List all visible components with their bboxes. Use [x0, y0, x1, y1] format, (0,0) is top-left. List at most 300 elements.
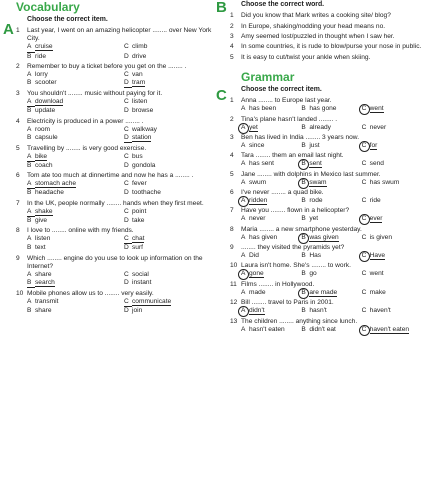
question-text: Bill ........ travel to Paris in 2001.	[241, 299, 334, 307]
option-text: stomach ache	[35, 180, 77, 188]
option-letter: A	[241, 197, 249, 205]
answer-option[interactable]	[124, 126, 221, 134]
option-letter: A	[27, 98, 35, 107]
answer-option[interactable]	[27, 43, 124, 52]
option-letter: B	[27, 133, 32, 141]
section-b-letter: B	[216, 0, 227, 16]
question	[16, 200, 221, 225]
question-number: 6	[230, 188, 234, 196]
option-text: chat	[132, 235, 145, 243]
option-text: sent	[309, 160, 322, 168]
answer-option[interactable]	[27, 153, 124, 162]
answer-option[interactable]	[27, 307, 124, 315]
question	[230, 299, 422, 315]
answer-option[interactable]	[301, 179, 361, 187]
question	[230, 244, 422, 260]
option-letter: A	[241, 325, 246, 333]
question-body	[27, 200, 221, 225]
answer-options	[241, 270, 422, 278]
question	[16, 118, 221, 143]
answer-option[interactable]	[362, 124, 422, 132]
question	[230, 189, 422, 205]
answer-option[interactable]	[241, 179, 301, 187]
answer-option[interactable]	[27, 107, 124, 115]
option-text: has given	[249, 233, 278, 241]
option-letter: C	[124, 153, 129, 161]
question-text: Tom ate too much at dinnertime and now he has a ........ .	[27, 172, 194, 180]
option-letter: A	[241, 252, 246, 260]
answer-option[interactable]	[301, 289, 361, 297]
answer-option[interactable]	[301, 234, 361, 242]
answer-option[interactable]	[241, 270, 301, 278]
answer-option[interactable]	[124, 271, 221, 279]
question	[230, 207, 422, 223]
option-text: ridden	[249, 197, 268, 205]
answer-option[interactable]	[27, 126, 124, 134]
answer-option[interactable]	[301, 270, 361, 278]
option-letter: C	[361, 160, 367, 168]
option-text: ever	[369, 215, 383, 223]
option-text: swam	[309, 178, 327, 186]
option-letter: C	[124, 125, 129, 133]
option-letter: A	[27, 270, 32, 278]
question	[16, 27, 221, 60]
answer-option[interactable]	[241, 160, 301, 168]
question	[16, 90, 221, 115]
answer-options	[27, 126, 221, 143]
option-text: shake	[35, 207, 53, 215]
option-text: hasn't eaten	[249, 325, 285, 333]
option-letter: A	[241, 124, 249, 132]
answer-option[interactable]	[27, 162, 124, 170]
question	[16, 290, 221, 315]
option-text: headache	[35, 189, 64, 197]
question-text: The children ........ anything since lunch.	[241, 317, 358, 325]
question-number: 8	[16, 227, 20, 235]
answer-option[interactable]	[27, 244, 124, 252]
question	[230, 152, 422, 168]
answer-option[interactable]	[241, 289, 301, 297]
option-text: didn't eat	[309, 325, 336, 333]
option-text: haven't	[369, 307, 391, 315]
option-text: yet	[249, 123, 258, 131]
question	[230, 97, 422, 113]
question-text: Anna ........ to Europe last year.	[241, 97, 332, 105]
option-text: lorry	[35, 70, 48, 78]
answer-option[interactable]	[124, 43, 221, 52]
question-body	[241, 171, 422, 187]
option-letter: B	[27, 52, 32, 60]
option-text: haven't eaten	[369, 325, 410, 333]
answer-option[interactable]	[301, 307, 361, 315]
question-text: Have you ........ flown in a helicopter?	[241, 207, 350, 215]
option-text: Did	[249, 252, 259, 260]
question	[16, 227, 221, 252]
option-letter: B	[301, 123, 306, 131]
answer-option[interactable]	[124, 244, 221, 252]
question	[16, 172, 221, 197]
option-text: browse	[132, 107, 154, 115]
question-text: I love to ........ online with my friends.	[27, 227, 134, 235]
option-text: bike	[35, 153, 48, 161]
option-text: ride	[35, 52, 46, 60]
answer-option[interactable]	[362, 142, 422, 150]
item-number: 5	[230, 53, 234, 61]
answer-option[interactable]	[241, 307, 301, 315]
option-text: coach	[35, 162, 53, 170]
section-a-letter: A	[3, 21, 14, 38]
answer-option[interactable]	[27, 79, 124, 88]
question-number: 8	[230, 225, 234, 233]
option-letter: B	[301, 197, 306, 205]
option-letter: B	[27, 78, 32, 86]
answer-option[interactable]	[27, 134, 124, 143]
question-text: You shouldn't ........ music without paying for it.	[27, 90, 163, 98]
question-body	[27, 118, 221, 143]
question-text: Electricity is produced in a power ........ .	[27, 117, 144, 125]
option-letter: C	[361, 178, 367, 186]
option-letter: B	[27, 189, 32, 197]
question-text: Which ........ engine do you use to look up information on the Internet?	[27, 254, 203, 270]
question-body	[241, 318, 422, 334]
option-letter: B	[27, 107, 32, 115]
question-body	[241, 189, 422, 205]
option-text: update	[35, 107, 56, 115]
question-number: 9	[230, 244, 234, 252]
item-text: Amy seemed lost/puzzled in thought when I saw her.	[241, 33, 395, 41]
option-text: send	[369, 160, 384, 168]
question-number: 5	[230, 170, 234, 178]
option-text: Have	[369, 252, 386, 260]
option-text: Has	[309, 252, 322, 260]
answer-option[interactable]	[362, 179, 422, 187]
answer-option[interactable]	[124, 180, 221, 189]
answer-option[interactable]	[241, 124, 301, 132]
option-letter: A	[241, 141, 246, 149]
question	[16, 145, 221, 170]
option-text: search	[35, 278, 55, 286]
answer-option[interactable]	[124, 53, 221, 61]
option-letter: D	[124, 244, 129, 252]
answer-option[interactable]	[124, 279, 221, 288]
answer-options	[241, 234, 422, 242]
option-letter: A	[241, 160, 246, 168]
answer-option[interactable]	[27, 53, 124, 61]
option-letter: B	[27, 216, 32, 224]
section-a-instruction: Choose the correct item.	[27, 16, 108, 23]
option-text: walkway	[132, 125, 157, 133]
answer-option[interactable]	[27, 217, 124, 225]
question-number: 2	[230, 115, 234, 123]
grammar-heading: Grammar	[241, 69, 295, 84]
answer-option[interactable]	[27, 71, 124, 79]
question-number: 2	[16, 62, 20, 70]
option-text: transmit	[35, 298, 59, 306]
option-text: join	[132, 307, 143, 315]
option-letter: C	[124, 70, 129, 78]
answer-options	[27, 98, 221, 115]
answer-option[interactable]	[27, 235, 124, 244]
answer-options	[241, 105, 422, 113]
answer-option[interactable]	[124, 189, 221, 197]
item-number: 3	[230, 33, 234, 41]
answer-option[interactable]	[124, 208, 221, 217]
answer-option[interactable]	[27, 98, 124, 107]
answer-option[interactable]	[362, 234, 422, 242]
question-body	[27, 227, 221, 252]
option-text: went	[369, 105, 384, 113]
option-letter: A	[27, 298, 32, 306]
answer-option[interactable]	[241, 105, 301, 113]
option-text: drive	[132, 52, 147, 60]
question-text: Films ........ in Hollywood.	[241, 280, 315, 288]
option-letter: B	[27, 307, 32, 315]
answer-option[interactable]	[27, 189, 124, 197]
answer-option[interactable]	[301, 124, 361, 132]
option-text: surf	[132, 244, 143, 252]
answer-option[interactable]	[362, 160, 422, 168]
answer-option[interactable]	[362, 307, 422, 315]
question-number: 6	[16, 172, 20, 180]
option-text: bus	[132, 153, 143, 161]
question-body	[27, 255, 221, 288]
answer-option[interactable]	[124, 134, 221, 143]
option-text: cruise	[35, 43, 53, 51]
answer-option[interactable]	[124, 235, 221, 244]
answer-option[interactable]	[124, 71, 221, 79]
option-text: hasn't	[309, 307, 327, 315]
answer-option[interactable]	[362, 289, 422, 297]
question-body	[241, 116, 422, 132]
answer-option[interactable]	[362, 197, 422, 205]
answer-option[interactable]	[362, 105, 422, 113]
option-letter: C	[361, 197, 367, 205]
answer-option[interactable]	[27, 180, 124, 189]
option-letter: B	[301, 252, 306, 260]
option-letter: C	[124, 180, 129, 188]
option-letter: C	[124, 235, 132, 244]
answer-options	[241, 215, 422, 223]
item-text: Did you know that Mark writes a cooking site/ blog?	[241, 12, 391, 20]
option-letter: D	[124, 216, 129, 224]
option-letter: C	[361, 307, 367, 315]
answer-option[interactable]	[301, 252, 361, 260]
item-text: In some countries, it is rude to blow/purse your nose in public.	[241, 43, 422, 51]
answer-option[interactable]	[301, 215, 361, 223]
answer-option[interactable]	[124, 217, 221, 225]
answer-options	[241, 289, 422, 297]
option-text: instant	[132, 278, 152, 286]
answer-option[interactable]	[124, 307, 221, 315]
answer-option[interactable]	[301, 142, 361, 150]
option-text: has sent	[249, 160, 274, 168]
question-body	[27, 63, 221, 88]
option-letter: A	[241, 270, 249, 278]
answer-option[interactable]	[301, 326, 361, 334]
option-letter: C	[124, 98, 129, 106]
option-text: text	[35, 244, 46, 252]
option-letter: C	[362, 252, 370, 260]
question-body	[27, 290, 221, 315]
option-letter: B	[301, 141, 306, 149]
option-text: has gone	[309, 105, 337, 113]
answer-option[interactable]	[27, 271, 124, 279]
vocabulary-column	[3, 0, 221, 317]
option-text: communicate	[132, 298, 172, 306]
answer-option[interactable]	[301, 105, 361, 113]
answer-options	[27, 180, 221, 197]
right-column	[216, 0, 422, 336]
answer-options	[241, 307, 422, 315]
answer-option[interactable]	[124, 153, 221, 162]
option-text: didn't	[249, 307, 265, 315]
option-letter: C	[124, 270, 129, 278]
answer-option[interactable]	[362, 252, 422, 260]
option-text: listen	[132, 98, 148, 106]
option-letter: B	[301, 160, 309, 168]
answer-option[interactable]	[124, 107, 221, 115]
question-text: I've never ........ a quad bike.	[241, 188, 324, 196]
option-letter: A	[27, 208, 35, 217]
question-number: 7	[16, 199, 20, 207]
option-text: make	[369, 288, 386, 296]
question-text: Travelling by ........ is very good exercise.	[27, 145, 147, 153]
answer-options	[241, 124, 422, 132]
question	[16, 63, 221, 88]
question-text: Remember to buy a ticket before you get on the ........ .	[27, 62, 187, 70]
answer-option[interactable]	[27, 208, 124, 217]
option-letter: A	[27, 235, 32, 243]
section-b-instruction: Choose the correct word.	[241, 1, 325, 8]
question-body	[27, 145, 221, 170]
answer-option[interactable]	[124, 98, 221, 107]
option-text: van	[132, 70, 143, 78]
answer-option[interactable]	[241, 142, 301, 150]
question-body	[241, 152, 422, 168]
answer-option[interactable]	[124, 162, 221, 170]
answer-options	[27, 235, 221, 252]
option-letter: C	[361, 123, 367, 131]
item-number: 4	[230, 43, 234, 51]
option-letter: A	[27, 43, 35, 52]
answer-options	[27, 153, 221, 170]
answer-option[interactable]	[241, 252, 301, 260]
question-body	[27, 90, 221, 115]
question-text: Tina's plane hasn't landed ........ .	[241, 115, 338, 123]
answer-option[interactable]	[241, 326, 301, 334]
option-text: made	[249, 288, 266, 296]
question-text: Laura isn't home. She's ........ to work.	[241, 262, 351, 270]
option-text: never	[369, 123, 387, 131]
answer-options	[241, 252, 422, 260]
word-choice-item	[230, 43, 422, 51]
question-number: 11	[230, 280, 237, 288]
item-number: 2	[230, 22, 234, 30]
option-letter: A	[241, 105, 246, 113]
option-letter: A	[27, 153, 35, 162]
question-number: 3	[16, 90, 20, 98]
option-text: yet	[309, 215, 319, 223]
question-text: Tara ........ them an email last night.	[241, 152, 344, 160]
answer-option[interactable]	[124, 79, 221, 88]
answer-option[interactable]	[124, 298, 221, 307]
question-number: 10	[16, 290, 24, 297]
option-text: is given	[369, 233, 393, 241]
option-text: fever	[132, 180, 147, 188]
option-text: are made	[309, 288, 338, 296]
section-b-items	[230, 12, 422, 61]
answer-option[interactable]	[241, 197, 301, 205]
section-c-questions	[230, 97, 422, 333]
question	[16, 255, 221, 288]
question-number: 9	[16, 254, 20, 262]
answer-options	[241, 197, 422, 205]
option-letter: B	[301, 270, 306, 278]
option-letter: C	[124, 298, 132, 307]
option-letter: C	[362, 215, 370, 223]
section-c-instruction: Choose the correct item.	[241, 85, 322, 93]
answer-option[interactable]	[27, 279, 124, 288]
option-text: tram	[132, 78, 146, 86]
option-text: social	[132, 270, 149, 278]
option-letter: D	[124, 79, 132, 88]
question	[230, 116, 422, 132]
option-text: gondola	[132, 162, 156, 170]
option-text: since	[249, 141, 265, 149]
option-letter: A	[241, 215, 246, 223]
option-text: swum	[249, 178, 267, 186]
option-letter: A	[241, 178, 246, 186]
question-number: 4	[230, 152, 234, 160]
answer-option[interactable]	[301, 197, 361, 205]
option-text: go	[309, 270, 317, 278]
option-letter: D	[124, 134, 132, 143]
answer-option[interactable]	[27, 298, 124, 307]
option-letter: B	[301, 289, 309, 297]
answer-options	[241, 326, 422, 334]
answer-options	[27, 271, 221, 288]
answer-option[interactable]	[241, 215, 301, 223]
question-text: Last year, I went on an amazing helicopter ........ over New York City.	[27, 27, 212, 43]
option-text: gone	[249, 270, 264, 278]
option-text: ride	[369, 197, 381, 205]
question-body	[241, 226, 422, 242]
question-number: 7	[230, 207, 234, 215]
option-text: climb	[132, 43, 148, 51]
option-text: capsule	[35, 133, 58, 141]
section-a-questions	[16, 27, 221, 315]
answer-option[interactable]	[362, 215, 422, 223]
option-text: for	[369, 141, 378, 149]
option-text: never	[249, 215, 266, 223]
option-text: share	[35, 307, 52, 315]
option-text: station	[132, 133, 152, 141]
answer-option[interactable]	[362, 326, 422, 334]
question-body	[27, 172, 221, 197]
answer-option[interactable]	[362, 270, 422, 278]
item-text: It is easy to cut/twist your ankle when skiing.	[241, 53, 371, 61]
option-text: rode	[309, 197, 323, 205]
option-letter: A	[241, 233, 246, 241]
question-text: Maria ........ a new smartphone yesterday.	[241, 225, 362, 233]
option-letter: D	[124, 107, 129, 115]
option-letter: B	[27, 162, 32, 170]
question-text: Mobile phones allow us to ........ very easily.	[27, 290, 154, 297]
answer-option[interactable]	[301, 160, 361, 168]
answer-option[interactable]	[241, 234, 301, 242]
option-letter: D	[124, 278, 129, 286]
option-letter: C	[362, 326, 370, 334]
